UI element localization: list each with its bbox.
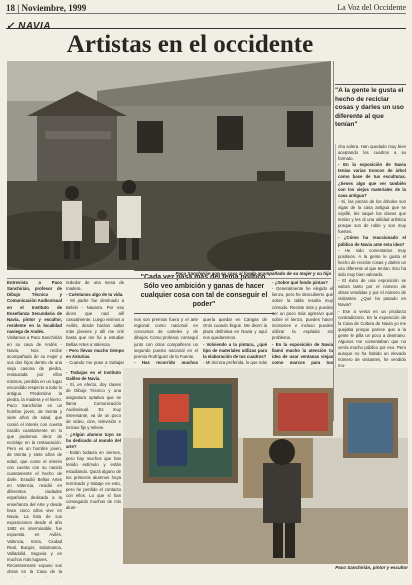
col2-question: - Cuéntanos algo de tu vida. <box>66 292 124 298</box>
side-para: - El éxito de una exposición se valora tanto por el número de obras vendidas y por el número de visitantes. ¿Qué ha pasado en Navia? <box>338 278 406 308</box>
house-family-photo <box>7 61 331 270</box>
col5-question: - En la exposición de Navia llamó mucho la atención tu idea de usar ventanas viejas como marcos para tus <box>272 341 333 366</box>
side-para: - Sí, las piezas de los árboles son vigas de la casa antigua que se cepillé, les saqué los clavos que tenían y les di una utilidad artística porque son de roble y son muy fuertes. <box>338 198 406 235</box>
column-1 <box>7 280 62 577</box>
col4-para: quería quedar en Cangas de Onís cuando llegué. Me dicen la plaza definitiva en Navia y aquí nos quedaremos. <box>203 317 267 341</box>
photo2-caption: Paco Sanchirián, pintor y escultor <box>335 565 408 570</box>
column-5 <box>272 280 333 367</box>
column-4 <box>203 317 267 365</box>
divider <box>7 278 331 279</box>
col1-para: Recientemente expuso sus obras en la Casa de la <box>7 563 62 575</box>
col4-question: - Volviendo a la pintura, ¿qué tipo de materiales utilizas para la elaboración de tus cuadros? <box>203 341 267 359</box>
side-question: - ¿Cómo ha reaccionado el público de Navia ante esta idea? <box>338 235 406 247</box>
col1-para: Visitamos a Paco Sanchirián en su casa de Andés - Navia. Nos recibe acompañado de su mujer y sus dos hijos dentro de una vieja casona de piedra, restaurada por ellos mismos, perdida en un lugar escondido respecto a todo lo antiguo. Predomina la piedra, la madera y el hierro. Paco Sanchirián es un hombre joven, de treinta y siete años de edad, que comió el interés con cuenta nacido cuantamente en lo que podemos decir de reciclaje en la restauración. Pero es un hombre joven, de treinta y siete años de edad, que come el interés con cuenta con su nacido cuantamente el hecho de darle. Estudió Bellas Artes en Valencia, residió en diferentes ciudades españolas dedicado a la enseñanza del Arte y desde hace cinco años vive en Navia. La lista de sus exposiciones desde el año 1982 es interminable, fue expuesta en Avilés, Valencia, Soria, Ciudad Real, Burgos, Salamanca, Valladolid, Segovia y en muchos más lugares. <box>7 335 62 563</box>
column-2 <box>66 280 124 367</box>
col5-question: - ¿Sobre qué fondo pintas? <box>272 280 328 285</box>
photo1-caption: Paco Sanchirián con su casa al fondo acompañado de su mujer y su hija <box>175 271 331 276</box>
col2-lower-question: - ¿Algún alumno tuyo se ha dedicado al mundo del arte? <box>66 431 121 449</box>
col2-lower-question: - Trabajas en el Instituto Galileo de Navia. <box>66 370 121 382</box>
page-date: 18 | Noviembre, 1999 <box>6 2 87 13</box>
page-header <box>6 2 406 14</box>
section-label: ✓ NAVIA <box>6 21 52 32</box>
col5-para: - Generalmente he elegido el lienzo, pero he descubierto que sobre la tabla resulta muy cómodo. Resiste más y puedes ser un poco más agresivo que sobre el lienzo, puedes hacer incisiones e incluso puedes utilizar la espátula sin problema. <box>272 286 333 341</box>
col2-para: - Cuando me puse a trabajar <box>66 360 124 366</box>
side-pull-quote: "A la gente le gusta el hecho de reciclar cosas y darles un uso diferente al que tenían" <box>335 84 406 144</box>
side-question: - En la exposición de Navia tenías varias troncos de árbol como base de tus esculturas. ¿tienes algo que ver también con los viejos materiales de la casa antigua? <box>338 162 406 198</box>
col3-para: nos son premios fuera y el arte regional como nacional en concursos de carteles y de dibujos. Como profesor, conseguí junto con otros compañeros un segundo puesto nacional en el premio Rodríguez de la Fuente. <box>134 317 198 359</box>
col1-intro: Entrevista a Paco Sanchirián, profesor de Dibujo Técnico y Comunicación Audiovisual en el Instituto de Enseñanza Secundaria de Navia, pintor y escultor, residente en la localidad naviega de Andés. <box>7 280 62 335</box>
side-para: - Ese a venta en un producto contradictorio. En la exposición de la Casa de Cultura de Navia yo me quejaba porque parece que a la gente le pilla un poco a desmano. Algunos me comentaban que no venía mucho público por eso. Pero aunque no ha habido un elevado número de visitantes, he vendido mu- <box>338 308 406 369</box>
column-2-lower <box>66 370 121 577</box>
column-3 <box>134 317 198 365</box>
col2-para: rededor de una mesa de madera. <box>66 280 124 292</box>
col2-lower-para: - Sí, en efecto, doy clases de Dibujo Técnico y una asignatura optativa que se llama Comunicación Audiovisual. Es muy interesante, va de un poco de vídeo, cine, televisión e incluso fijo y relieve. <box>66 382 121 431</box>
side-para: cha solera. Han quedado muy bien aceptando los cuadros a su formato. <box>338 144 406 162</box>
pull-quote: Sólo veo ambición y ganas de hacer cualquier cosa con tal de conseguir el poder" <box>134 270 274 314</box>
side-para: - He sido comentarios muy positivos. A la gente le gusta el hecho de reciclar cosas y darles un uso diferente al que tenían. Eso ha sido muy bien valorado. <box>338 247 406 277</box>
col4-para: - Mi técnica preferida, lo que más <box>203 360 267 365</box>
col2-lower-para: - Están todavía en ciernes, pero hay muchos que han tenido estímulo y están estudiando. Quizá alguno de los primeros alumnos hoya terminado y trabaje en esto, pero he perdido el contacto con ellos. Lo que sí han conseguido muchos de mis alum- <box>66 450 121 511</box>
divider <box>333 61 334 421</box>
col2-question: - Pero llevas mucho tiempo en Asturias. <box>66 347 124 359</box>
col3-question: - Has recorrido muchos <box>134 360 198 365</box>
col2-para: - Mi padre fue destinado a Belelo - Navarra. Por eso dices que nací allí casualmente. Luego vivimos a Avilés, desde hacían saltar más jóvenes y allí me crié hasta que me fui a estudiar Bellas Artes a Valencia. <box>66 298 124 347</box>
painter-studio-photo <box>123 368 408 564</box>
article-headline: Artistas en el occidente <box>66 31 314 58</box>
newspaper-name: La Voz del Occidente <box>337 3 406 12</box>
